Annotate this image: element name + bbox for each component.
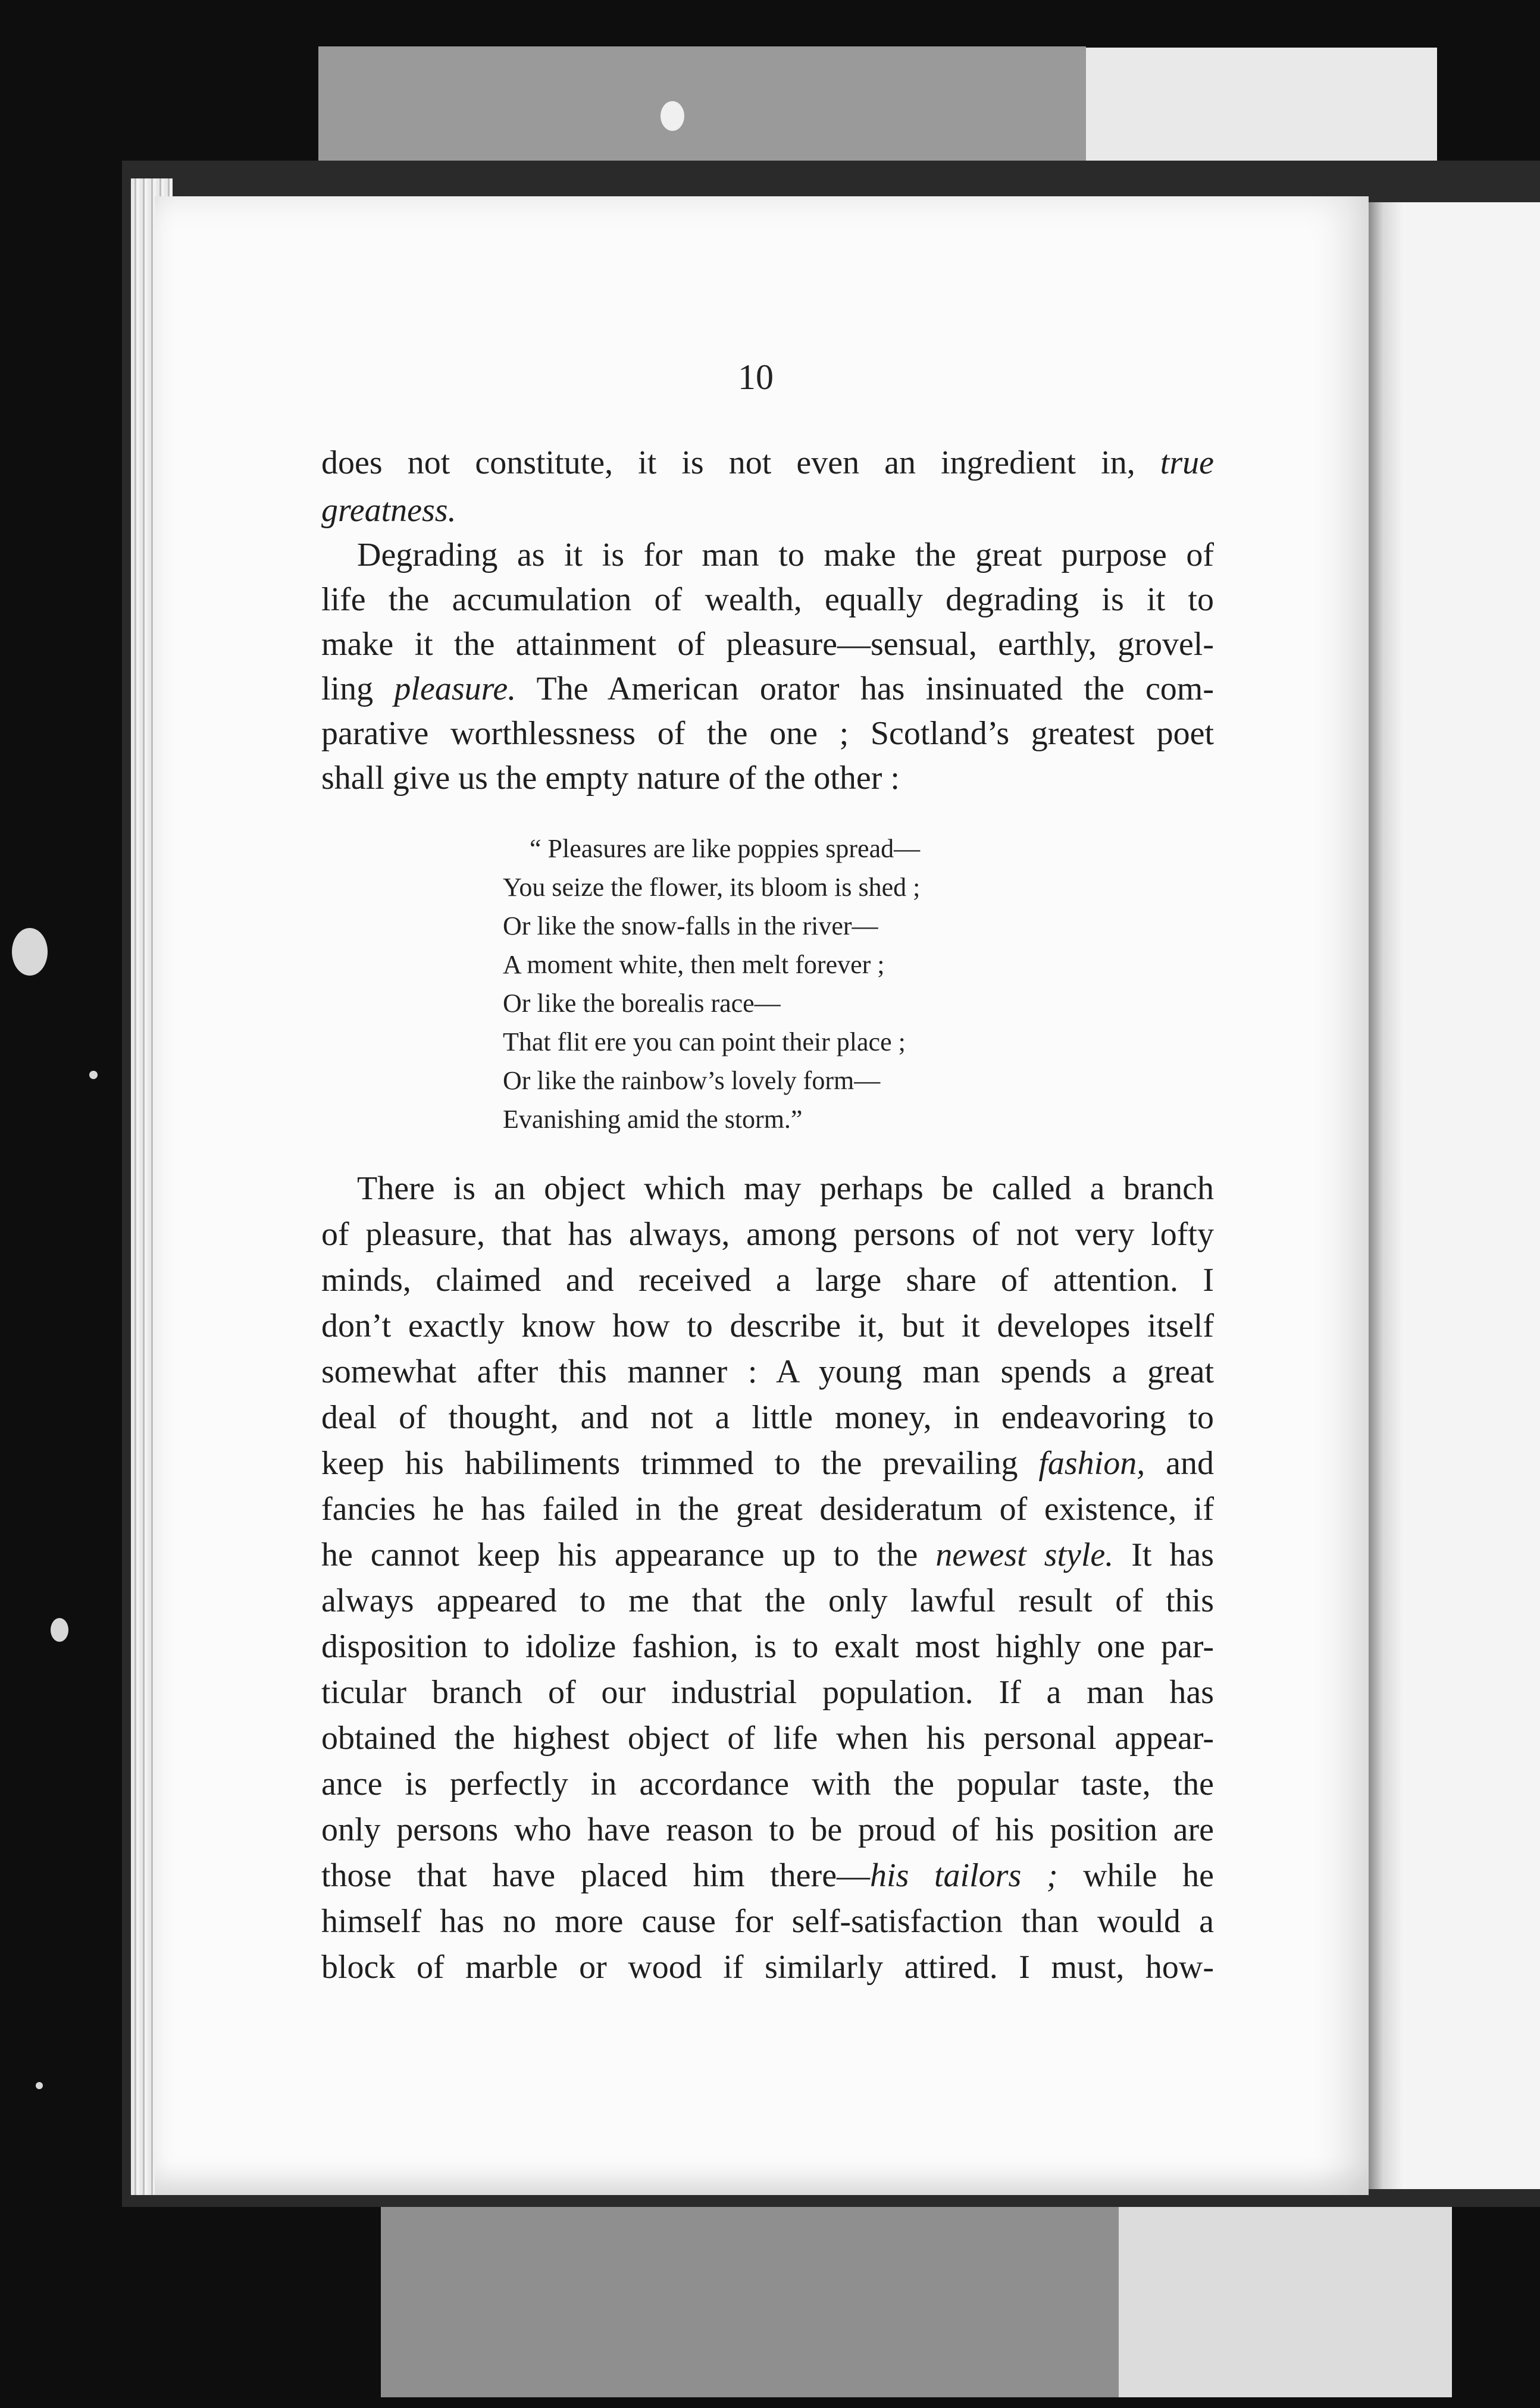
facing-page bbox=[1404, 202, 1540, 2189]
text-line: deal of thought, and not a little money, in endeavoring to bbox=[321, 1399, 1214, 1436]
poem-line: Or like the snow-falls in the river— bbox=[503, 911, 878, 940]
scanner-background-bottom-right bbox=[1119, 2195, 1452, 2397]
dust-speck bbox=[661, 101, 684, 131]
page-number: 10 bbox=[738, 358, 774, 397]
scanner-background-bottom bbox=[381, 2195, 1131, 2397]
text-line: obtained the highest object of life when his personal appear- bbox=[321, 1720, 1214, 1757]
text-line: Degrading as it is for man to make the great purpose of bbox=[357, 537, 1214, 573]
text-line: of pleasure, that has always, among persons of not very lofty bbox=[321, 1216, 1214, 1253]
text-line: greatness. bbox=[321, 492, 456, 529]
text-line: fancies he has failed in the great desideratum of existence, if bbox=[321, 1491, 1214, 1528]
text-line: minds, claimed and received a large share of attention. I bbox=[321, 1262, 1214, 1299]
text-line: ticular branch of our industrial population. If a man has bbox=[321, 1674, 1214, 1711]
text-line: he cannot keep his appearance up to the newest style. It has bbox=[321, 1537, 1214, 1573]
book-gutter bbox=[1369, 202, 1404, 2189]
text-line: parative worthlessness of the one ; Scotland’s greatest poet bbox=[321, 715, 1214, 752]
poem-line: Or like the rainbow’s lovely form— bbox=[503, 1066, 881, 1095]
text-line: life the accumulation of wealth, equally degrading is it to bbox=[321, 581, 1214, 618]
poem-line: That flit ere you can point their place ; bbox=[503, 1027, 906, 1056]
dust-speck bbox=[89, 1071, 98, 1079]
text-line: disposition to idolize fashion, is to exalt most highly one par- bbox=[321, 1628, 1214, 1665]
text-line: always appeared to me that the only lawful result of this bbox=[321, 1582, 1214, 1619]
text-line: shall give us the empty nature of the other : bbox=[321, 760, 900, 797]
text-line: somewhat after this manner : A young man spends a great bbox=[321, 1353, 1214, 1390]
poem-line: A moment white, then melt forever ; bbox=[503, 950, 885, 979]
poem-line: Or like the borealis race— bbox=[503, 989, 781, 1018]
text-line: There is an object which may perhaps be called a branch bbox=[357, 1170, 1214, 1207]
poem-line: “ Pleasures are like poppies spread— bbox=[530, 834, 921, 863]
dust-speck bbox=[51, 1618, 68, 1642]
poem-line: Evanishing amid the storm.” bbox=[503, 1105, 803, 1134]
text-line: ling pleasure. The American orator has insinuated the com- bbox=[321, 670, 1215, 707]
text-line: ance is perfectly in accordance with the popular taste, the bbox=[321, 1766, 1214, 1802]
text-line: block of marble or wood if similarly attired. I must, how- bbox=[321, 1949, 1214, 1986]
dust-speck bbox=[36, 2082, 43, 2089]
text-line: keep his habiliments trimmed to the prevailing fashion, and bbox=[321, 1445, 1214, 1482]
poem-line: You seize the flower, its bloom is shed ; bbox=[503, 873, 921, 902]
text-line: himself has no more cause for self-satisfaction than would a bbox=[321, 1903, 1214, 1940]
text-line: those that have placed him there—his tailors ; while he bbox=[321, 1857, 1214, 1894]
text-line: make it the attainment of pleasure—sensual, earthly, grovel- bbox=[321, 626, 1214, 663]
dust-speck bbox=[12, 928, 48, 976]
text-line: don’t exactly know how to describe it, but it developes itself bbox=[321, 1308, 1214, 1344]
text-line: does not constitute, it is not even an ingredient in, true bbox=[321, 444, 1214, 481]
text-line: only persons who have reason to be proud of his position are bbox=[321, 1811, 1214, 1848]
